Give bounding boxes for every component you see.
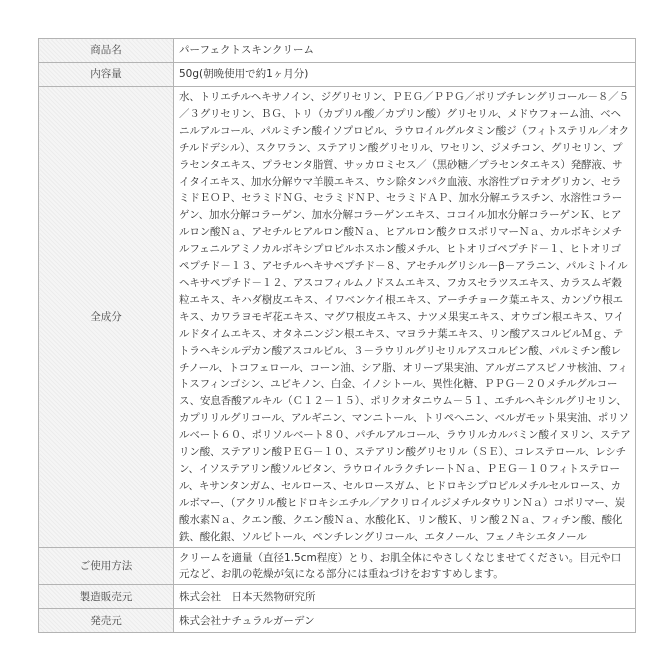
spec-row-product-name bbox=[39, 39, 636, 63]
ingredients-cell bbox=[174, 87, 636, 548]
usage-value: クリームを適量（直径1.5cm程度）とり、お肌全体にやさしくなじませてください。目元や口元など、お肌の乾燥が気になる部分には重ねづけをおすすめします。 bbox=[174, 548, 636, 585]
spec-row-manufacturer bbox=[39, 585, 636, 609]
spec-row-ingredients bbox=[39, 87, 636, 548]
spec-row-usage bbox=[39, 548, 636, 585]
ingredients-value: 水、トリエチルヘキサノイン、ジグリセリン、ＰＥＧ／ＰＰＧ／ポリブチレングリコール－８／５／３グリセリン、ＢＧ、トリ（カプリル酸／カプリン酸）グリセリル、メドウフォーム油、ベヘニルアルコール、パルミチン酸イソプロピル、ラウロイルグルタミン酸ジ（フィトステリル／オクチルドデシル）、スクワラン、ステアリン酸グリセリル、ワセリン、ジメチコン、グリセリン、プラセンタエキス、プラセンタ脂質、サッカロミセス／（黒砂糖／プラセンタエキス）発酵液、サイタイエキス、加水分解ウマ羊膜エキス、ウシ除タンパク血液、水溶性プロテオグリカン、セラミドＥＯＰ、セラミドＮＧ、セラミドＮＰ、セラミドＡＰ、加水分解エラスチン、水溶性コラーゲン、加水分解コラーゲン、加水分解コラーゲンエキス、ココイル加水分解コラーゲンＫ、ヒアルロン酸Ｎａ、アセチルヒアルロン酸Ｎａ、ヒアルロン酸クロスポリマーＮａ、カルボキシメチルフェニルアミノカルボキシプロピルホスホン酸メチル、ヒトオリゴペプチド－１、ヒトオリゴペプチド－１３、アセチルヘキサペプチド－８、アセチルグリシル－β－アラニン、パルミトイルヘキサペプチド－１２、アスコフィルムノドスムエキス、フカスセラツスエキス、カラスムギ穀粒エキス、キハダ樹皮エキス、イワベンケイ根エキス、アーチチョーク葉エキス、カンゾウ根エキス、カワラヨモギ花エキス、マグワ根皮エキス、ナツメ果実エキス、オウゴン根エキス、ワイルドタイムエキス、オタネニンジン根エキス、マヨラナ葉エキス、リン酸アスコルビルＭｇ、テトラヘキシルデカン酸アスコルビル、３－ラウリルグリセリルアスコルビン酸、パルミチン酸レチノール、トコフェロール、コーン油、シア脂、オリーブ果実油、アルガニアスピノサ核油、フィトスフィンゴシン、ユビキノン、白金、イノシトール、異性化糖、ＰＰＧ－２０メチルグルコース、安息香酸アルキル（Ｃ１２－１５）、ポリクオタニウム－５１、エチルヘキシルグリセリン、カプリリルグリコール、アルギニン、マンニトール、トリペへニン、ベルガモット果実油、ポリソルベート６０、ポリソルベート８０、パチルアルコール、ラウリルカルバミン酸イヌリン、ステアリン酸、ステアリン酸ＰＥＧ－１０、ステアリン酸グリセリル（ＳＥ）、コレステロール、レシチン、イソステアリン酸ソルビタン、ラウロイルラクチレートＮａ、ＰＥＧ－１０フィトステロール、キサンタンガム、セルロース、セルロースガム、ヒドロキシプロピルメチルセルロース、カルボマー、（アクリル酸ヒドロキシエチル／アクリロイルジメチルタウリンＮａ）コポリマー、炭酸水素Ｎａ、クエン酸、クエン酸Ｎａ、水酸化Ｋ、リン酸Ｋ、リン酸２Ｎａ、フィチン酸、酸化鉄、酸化銀、ソルビトール、ペンチレングリコール、エタノール、フェノキシエタノール bbox=[179, 91, 631, 543]
ingredients-label: 全成分 bbox=[39, 87, 174, 548]
product-name-value: パーフェクトスキンクリーム bbox=[174, 39, 636, 63]
distributor-label: 発売元 bbox=[39, 609, 174, 633]
product-spec-table bbox=[38, 38, 636, 633]
usage-label: ご使用方法 bbox=[39, 548, 174, 585]
content-volume-label: 内容量 bbox=[39, 63, 174, 87]
spec-row-distributor bbox=[39, 609, 636, 633]
spec-row-content-volume bbox=[39, 63, 636, 87]
distributor-value: 株式会社ナチュラルガーデン bbox=[174, 609, 636, 633]
manufacturer-value: 株式会社 日本天然物研究所 bbox=[174, 585, 636, 609]
manufacturer-label: 製造販売元 bbox=[39, 585, 174, 609]
content-volume-value: 50g(朝晩使用で約1ヶ月分) bbox=[174, 63, 636, 87]
product-name-label: 商品名 bbox=[39, 39, 174, 63]
